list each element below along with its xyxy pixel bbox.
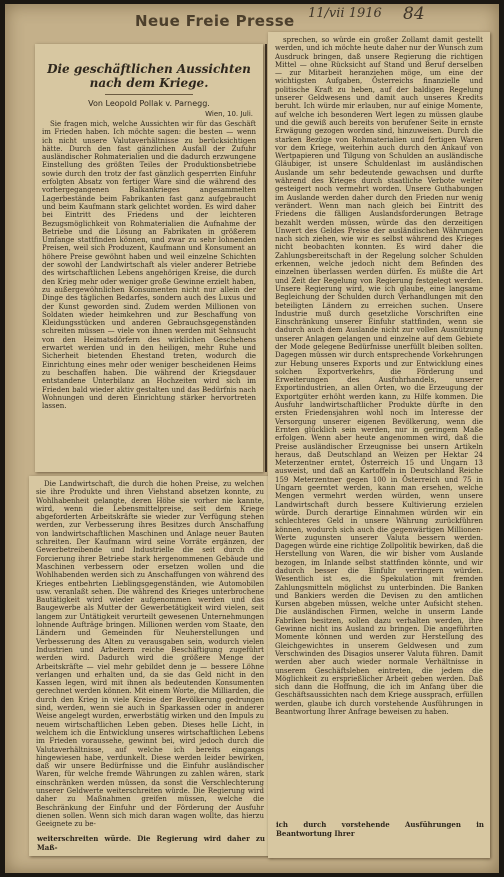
article-text-column-c — [275, 36, 483, 716]
column-c-text: sprechen, so würde ein großer Zollamt damit gestellt werden, und ich möchte heute daher nur der Wunsch zum Ausdruck bringen, daß unsere Regierung die richtigen Mittel — ohne Rücksicht auf Stand und Beruf derselben — zur Mitarbeit heranziehen möge, um eine der wichtigsten Aufgaben, Österreichs finanzielle und politische Kraft zu heben, auf der baldigen Regelung unserer Geldwesens und damit auch unseres Kredits beruht. Ich würde mir erlauben, nur auf einige Momente, auf welche ich besonderen Wert legen zu müssen glaube und die gewiß auch bereits von berufener Seite in ernste Erwägung gezogen worden sind, hinzuweisen. Durch die starken Bezüge von Rohmaterialien und fertigen Waren vor dem Kriege, weiterhin auch durch den Ankauf von Wertpapieren und Tilgung von Schulden an ausländische Gläubiger, ist unsere Schuldenlast im ausländischen Auslande um sehr bedeutende gewachsen und durfte während des Krieges durch staatliche Verbote weiter gesteigert noch vermehrt worden. Unsere Guthabungen im Auslande werden daher durch den Frieden nur wenig verändert. Wenn man nach gleich bei Eintritt des Friedens die fälligen Auslandsforderungen Betrage bezahlt werden müssen, würde das den derzeitigen Unwert des Geldes Preise der ausländischen Währungen nach sich ziehen, wie wir es selbst während des Krieges nicht beobachten konnten. Es wird daher die Zahlungsbereitschaft in der Regelung solcher Schulden erkennen, welche jedoch nicht dem Befinden des einzelnen überlassen werden dürfen. Es müßte die Art und Zeit der Regelung von Regierung festgelegt werden. Unsere Regierung wird, wie ich glaube, eine langsame Begleichung der Schulden durch Verhandlungen mit den beteiligten Ländern zu erreichen suchen. Unsere Industrie muß durch gesetzliche Vorschriften eine Einschränkung unserer Einfuhr stattfinden, wenn sie dadurch auch dem Auslande nicht zur vollen Ausnützung unserer Anlagen gelangen und einzelne auf dem Gebiete der Mode gelegene Bedürfnisse unerfüllt bleiben sollten. Dagegen müssen wir durch entsprechende Vorkehrungen zur Hebung unseres Exports und zur Entwicklung eines solchen Exportverkehrs, die Förderung und Erweiterungen des Ausfuhrhandels, unserer Exportindustrien, an allen Orten, wo die Erzeugung der Exportgüter erhöht werden kann, zu Hilfe kommen. Die Ausfuhr landwirtschaftlicher Produkte dürfte in den ersten Friedensjahren wohl noch im Interesse der Versorgung unserer eigenen Bevölkerung, wenn die Ernten glücklich sein werden, nur in geringem Maße erfolgen. Wenn aber heute angenommen wird, daß die Preise ausländischer Erzeugnisse bei unsern Artikeln heraus, daß Deutschland an Weizen per Hektar 24 Meterzentner erntet, Österreich 15 und Ungarn 13 ausweist, und daß an Kartoffeln in Deutschland Reiche 159 Meterzentner gegen 100 in Österreich und 75 in Ungarn geerntet werden, kann man ersehen, welche Mengen vermehrt werden würden, wenn unsere Landwirtschaft durch bessere Kultivierung erzielen würde. Durch derartige Einnahmen würden wir ein schlechteres Geld in unsere Währung zurückführen können, wodurch sich auch die gegenwärtigen Millionen-Werte zugunsten unserer Valuta bessern werden. Dagegen würde eine richtige Zollpolitik bewirken, daß die Herstellung von Waren, die wir bisher vom Auslande bezogen, im Inlande selbst stattfinden könnte, und wir dadurch besser die Einfuhr verringern würden. Wesentlich ist es, die Spekulation mit fremden Zahlungsmitteln möglichst zu unterbinden. Die Banken und Bankiers werden die Devisen zu den amtlichen Kursen abgeben müssen, welche unter Aufsicht stehen. Die ausländischen Firmen, welche in unserm Lande Fabriken besitzen, sollen dazu verhalten werden, ihre Gewinne nicht ins Ausland zu bringen. Die angeführten Momente können und werden zur Herstellung des Gleichgewichtes in unserem Geldwesen und zum Verschwinden des Disagios unserer Valuta führen. Damit werden aber auch wieder normale Verhältnisse in unserem Geschäftsleben eintreten, die jedem die Möglichkeit zu ersprießlicher Arbeit geben werden. Daß sich dann die Hoffnung, die ich im Anfang über die Geschäftsaussichten nach dem Kriege aussprach, erfüllen werden, glaube ich durch vorstehende Ausführungen in Beantwortung Ihrer Anfrage beweisen zu haben. — [275, 36, 483, 717]
title-rule — [105, 94, 193, 95]
clipping-column-right — [268, 32, 490, 858]
highlighted-line-b: weiterschreiten würde. Die Regierung wird daher zu Maß- — [37, 834, 265, 852]
scrapbook-page — [5, 4, 499, 873]
masthead: Neue Freie Presse — [135, 12, 295, 30]
handwritten-page-number: 84 — [403, 4, 425, 24]
article-author: Von Leopold Pollak v. Parnegg. — [88, 99, 210, 108]
article-text-column-a — [42, 120, 256, 410]
article-dateline: Wien, 10. Juli. — [205, 110, 253, 118]
margin-mark — [265, 44, 267, 472]
clipping-column-left-top — [35, 44, 263, 472]
column-b-text: Die Landwirtschaft, die durch die hohen Preise, zu welchen sie ihre Produkte und ihren Viehstand absetzen konnte, zu Wohlhabenheit gelangte, deren Höhe sie vorher nie kannte, wird, wenn die Lebensmittelpreise, seit dem Kriege abgeforderten Arbeitskräfte sie wieder zur Verfügung stehen werden, zur Verbesserung ihres Besitzes durch Anschaffung von landwirtschaftlichen Maschinen und Anlage neuer Bauten schreiten. Der Kaufmann wird seine Vorräte ergänzen, der Gewerbetreibende und Industrielle die seit durch die Forcierung ihrer Betriebe stark hergenommenen Gebäude und Maschinen verbessern oder ersetzen wollen und die Wohlhabenden werden sich zu Anschaffungen von während des Krieges entbehrten Lieblingsgegenständen, wie Automobilen usw. veranlaßt sehen. Die während des Krieges unterbrochene Bautätigkeit wird wieder aufgenommen werden und das Baugewerbe als Mutter der Gewerbetätigkeit wird vielen, seit langem zur Untätigkeit verurteilt gewesenen Unternehmungen lohnende Aufträge bringen. Millionen werden vom Staate, den Ländern und Gemeinden für Neuherstellungen und Verbesserung des Alten zu verausgaben sein, wodurch vielen Industrien und Arbeitern reiche Beschäftigung zugeführt werden wird. Dadurch wird die größere Menge der Arbeitskräfte — viel mehr gebildet denn je — bessere Löhne verlangen und erhalten und, da sie das Geld nicht in den Kassen legen, wird mit ihnen als bedeutenden Konsumenten gerechnet werden können. Mit einem Worte, die Milliarden, die durch den Krieg in viele Kreise der Bevölkerung gedrungen sind, werden, wenn sie auch in Sparkassen oder in anderer Weise angelegt wurden, erwerbstätig wirken und den Impuls zu neuem wirtschaftlichen Leben geben. Dieses helle Licht, in welchem ich die Entwicklung unseres wirtschaftlichen Lebens im Frieden voraussehe, gewinnt bei, wird jedoch durch die Valutaverhältnisse, auf welche ich bereits eingangs hingewiesen habe, verdunkelt. Diese werden leider bewirken, daß wir unsere Bedürfnisse und die Einfuhr ausländischer Waren, für welche fremde Währungen zu zahlen wären, stark einschränken werden müssen, da sonst die Verschlechterung unserer Geldwerte weiterschreiten würde. Die Regierung wird daher zu Maßnahmen greifen müssen, welche die Beschränkung der Einfuhr und der Förderung der Ausfuhr dienen sollen. Wenn sich mich daran wagen wollte, das hierzu Geeignete zu be- — [36, 480, 264, 829]
clipping-column-left-bottom — [29, 476, 271, 856]
column-a-text: Sie fragen mich, welche Aussichten wir für das Geschäft im Frieden haben. Ich möchte sagen: die besten — wenn ich nicht unsere Valutaverhältnisse zu berücksichtigen hätte. Durch den fast gänzlichen Ausfall der Zufuhr ausländischer Rohmaterialien und die dadurch erzwungene Einstellung des größten Teiles der Produktionsbetriebe sowie durch den trotz der fast gänzlich gesperrten Einfuhr erfolgten Absatz von fertiger Ware sind die während des vorhergegangenen Balkankrieges angesammelten Lagerbestände beim Fabrikanten fast ganz aufgebraucht und beim Kaufmann stark gelichtet worden. Es wird daher bei Eintritt des Friedens und der leichteren Bezugsmöglichkeit von Rohmaterialien die Aufnahme der Betriebe und die Lösung an Fabrikaten in größerem Umfange stattfinden können, und zwar zu sehr lohnenden Preisen, weil sich Produzent, Kaufmann und Konsument an höhere Preise gewöhnt haben und weil einzelne Schichten der sowohl der Landwirtschaft als vieler anderer Betriebe des wirtschaftlichen Lebens angehörigen Kreise, die durch den Krieg mehr oder weniger große Gewinne erzielt haben, zu außergewöhnlichen Konsumenten nicht nur allein der Dinge des täglichen Bedarfes, sondern auch des Luxus und der Kunst geworden sind. Zudem werden Millionen von Soldaten wieder heimkehren und zur Beschaffung von Kleidungsstücken und anderen Gebrauchsgegenständen schreiten müssen — viele von ihnen werden mit Sehnsucht von den Heimatsdörfern des wirklichen Geschehens erwartet werden und in den heiligen, mehr Ruhe und Sicherheit bietenden Ehestand treten, wodurch die Einrichtung eines mehr oder weniger bescheidenen Heims zu beschaffen haben. Die während der Kriegsdauer entstandene Unterbilanz an Hochzeiten wird sich im Frieden bald wieder aktiv gestalten und das Bedürfnis nach Wohnungen und deren Einrichtung stärker hervortreten lassen. — [42, 120, 256, 411]
article-text-column-b — [36, 480, 264, 828]
article-title: Die geschäftlichen Aussichten nach dem Kriege. — [47, 62, 251, 90]
highlighted-line-c: ich durch vorstehende Ausführungen in Beantwortung Ihrer — [276, 820, 484, 838]
handwritten-date: 11/vii 1916 — [308, 6, 382, 21]
